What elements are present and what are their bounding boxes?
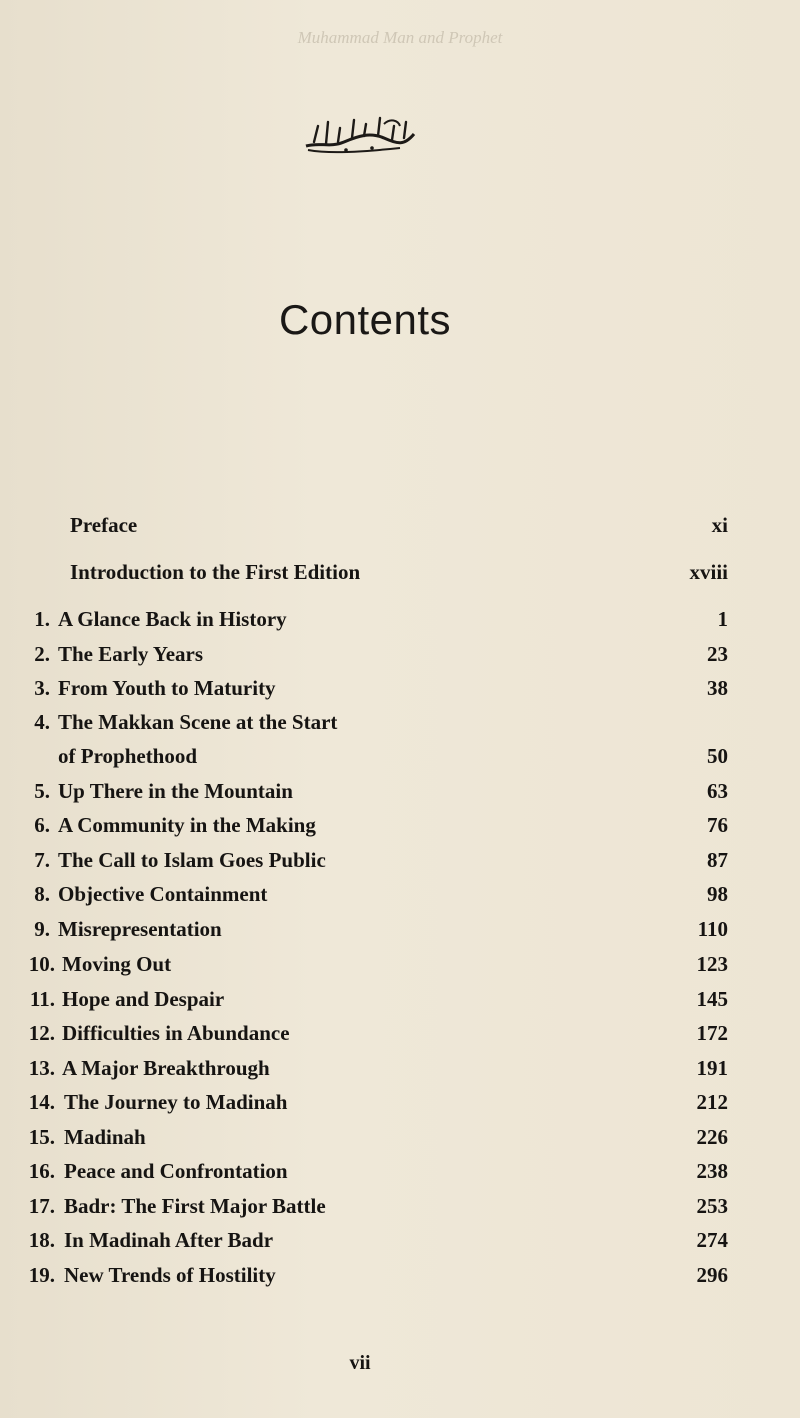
toc-entry-preface — [0, 510, 800, 540]
toc-entry-introduction — [0, 557, 800, 587]
toc-entry-number: 9. — [34, 917, 50, 941]
toc-entry-number: 18. — [28, 1228, 55, 1252]
toc-entry-label: Moving Out — [62, 952, 172, 976]
toc-entry-number: 17. — [28, 1194, 55, 1218]
toc-entry-number: 3. — [34, 676, 50, 700]
running-head: Muhammad Man and Prophet — [297, 28, 503, 47]
toc-entry-page: 1 — [717, 607, 728, 631]
toc-entry-page: 123 — [696, 952, 728, 976]
toc-entry-number: 1. — [34, 607, 50, 631]
toc-entry-number: 5. — [34, 779, 50, 803]
toc-entry-label: Up There in the Mountain — [58, 779, 293, 803]
toc-entry-number: 12. — [28, 1021, 55, 1045]
toc-entry — [0, 1191, 800, 1221]
toc-entry-page: 212 — [696, 1090, 728, 1114]
page-title: Contents — [278, 296, 452, 343]
toc-entry-page: 145 — [696, 987, 728, 1011]
toc-entry-label: Misrepresentation — [58, 917, 222, 941]
toc-entry-label: The Early Years — [58, 642, 204, 666]
toc-entry-label: Badr: The First Major Battle — [64, 1194, 326, 1218]
toc-entry-page: 226 — [696, 1125, 728, 1149]
toc-entry-page: 98 — [707, 882, 728, 906]
toc-entry-page: 296 — [696, 1263, 728, 1287]
toc-entry — [0, 845, 800, 875]
toc-entry — [0, 949, 800, 979]
toc-entry-label: Madinah — [64, 1125, 146, 1149]
toc-entry — [0, 1018, 800, 1048]
toc-entry-label: The Journey to Madinah — [64, 1090, 288, 1114]
toc-entry-label: Preface — [70, 513, 138, 537]
toc-entry-continuation — [0, 741, 800, 771]
toc-entry-page: 76 — [707, 813, 728, 837]
toc-entry-page: 172 — [696, 1021, 728, 1045]
toc-entry-label: Hope and Despair — [62, 987, 225, 1011]
toc-entry — [0, 1087, 800, 1117]
toc-entry-label: A Glance Back in History — [58, 607, 287, 631]
toc-entry-page: 63 — [707, 779, 728, 803]
toc-entry-number: 16. — [28, 1159, 55, 1183]
toc-entry-page: 110 — [697, 917, 728, 941]
toc-entry — [0, 1225, 800, 1255]
toc-entry-page: 50 — [707, 744, 728, 768]
toc-entry-page: 253 — [696, 1194, 728, 1218]
toc-entry-label: Objective Containment — [58, 882, 268, 906]
toc-entry-page: 38 — [707, 676, 728, 700]
toc-entry-label: The Makkan Scene at the Start — [58, 710, 338, 734]
toc-entry-number: 8. — [34, 882, 50, 906]
toc-entry-page: 238 — [696, 1159, 728, 1183]
toc-entry-label: A Community in the Making — [58, 813, 316, 837]
toc-entry-number: 15. — [28, 1125, 55, 1149]
toc-entry — [0, 604, 800, 634]
toc-entry-label: In Madinah After Badr — [64, 1228, 274, 1252]
toc-entry-label: Introduction to the First Edition — [70, 560, 361, 584]
toc-entry — [0, 1260, 800, 1290]
toc-entry-page: 274 — [696, 1228, 728, 1252]
toc-entry-page: 87 — [707, 848, 728, 872]
toc-entry-number: 19. — [28, 1263, 55, 1287]
toc-entry-page: xi — [711, 513, 728, 537]
toc-entry-page: 191 — [696, 1056, 728, 1080]
toc-entry — [0, 673, 800, 703]
toc-entry-number: 11. — [29, 987, 55, 1011]
toc-entry-number: 7. — [34, 848, 50, 872]
toc-entry-label: A Major Breakthrough — [62, 1056, 270, 1080]
toc-entry-label: The Call to Islam Goes Public — [58, 848, 326, 872]
toc-entry — [0, 1122, 800, 1152]
toc-entry — [0, 1053, 800, 1083]
toc-entry-page: 23 — [707, 642, 728, 666]
toc-entry-number: 6. — [34, 813, 50, 837]
toc-entry-number: 13. — [28, 1056, 55, 1080]
page-number-folio: vii — [349, 1352, 371, 1374]
toc-entry — [0, 984, 800, 1014]
toc-entry — [0, 776, 800, 806]
toc-entry — [0, 879, 800, 909]
toc-entry — [0, 639, 800, 669]
toc-entry-number: 14. — [28, 1090, 55, 1114]
toc-entry-number: 2. — [34, 642, 50, 666]
toc-entry-label: of Prophethood — [58, 744, 198, 768]
toc-entry-label: Peace and Confrontation — [64, 1159, 288, 1183]
toc-entry-label: Difficulties in Abundance — [62, 1021, 290, 1045]
toc-entry-label: New Trends of Hostility — [64, 1263, 276, 1287]
toc-entry-label: From Youth to Maturity — [58, 676, 276, 700]
toc-entry — [0, 707, 800, 737]
toc-entry-page: xviii — [689, 560, 728, 584]
toc-entry-number: 10. — [28, 952, 55, 976]
toc-entry — [0, 810, 800, 840]
toc-entry-number: 4. — [34, 710, 50, 734]
toc-entry — [0, 914, 800, 944]
toc-entry — [0, 1156, 800, 1186]
